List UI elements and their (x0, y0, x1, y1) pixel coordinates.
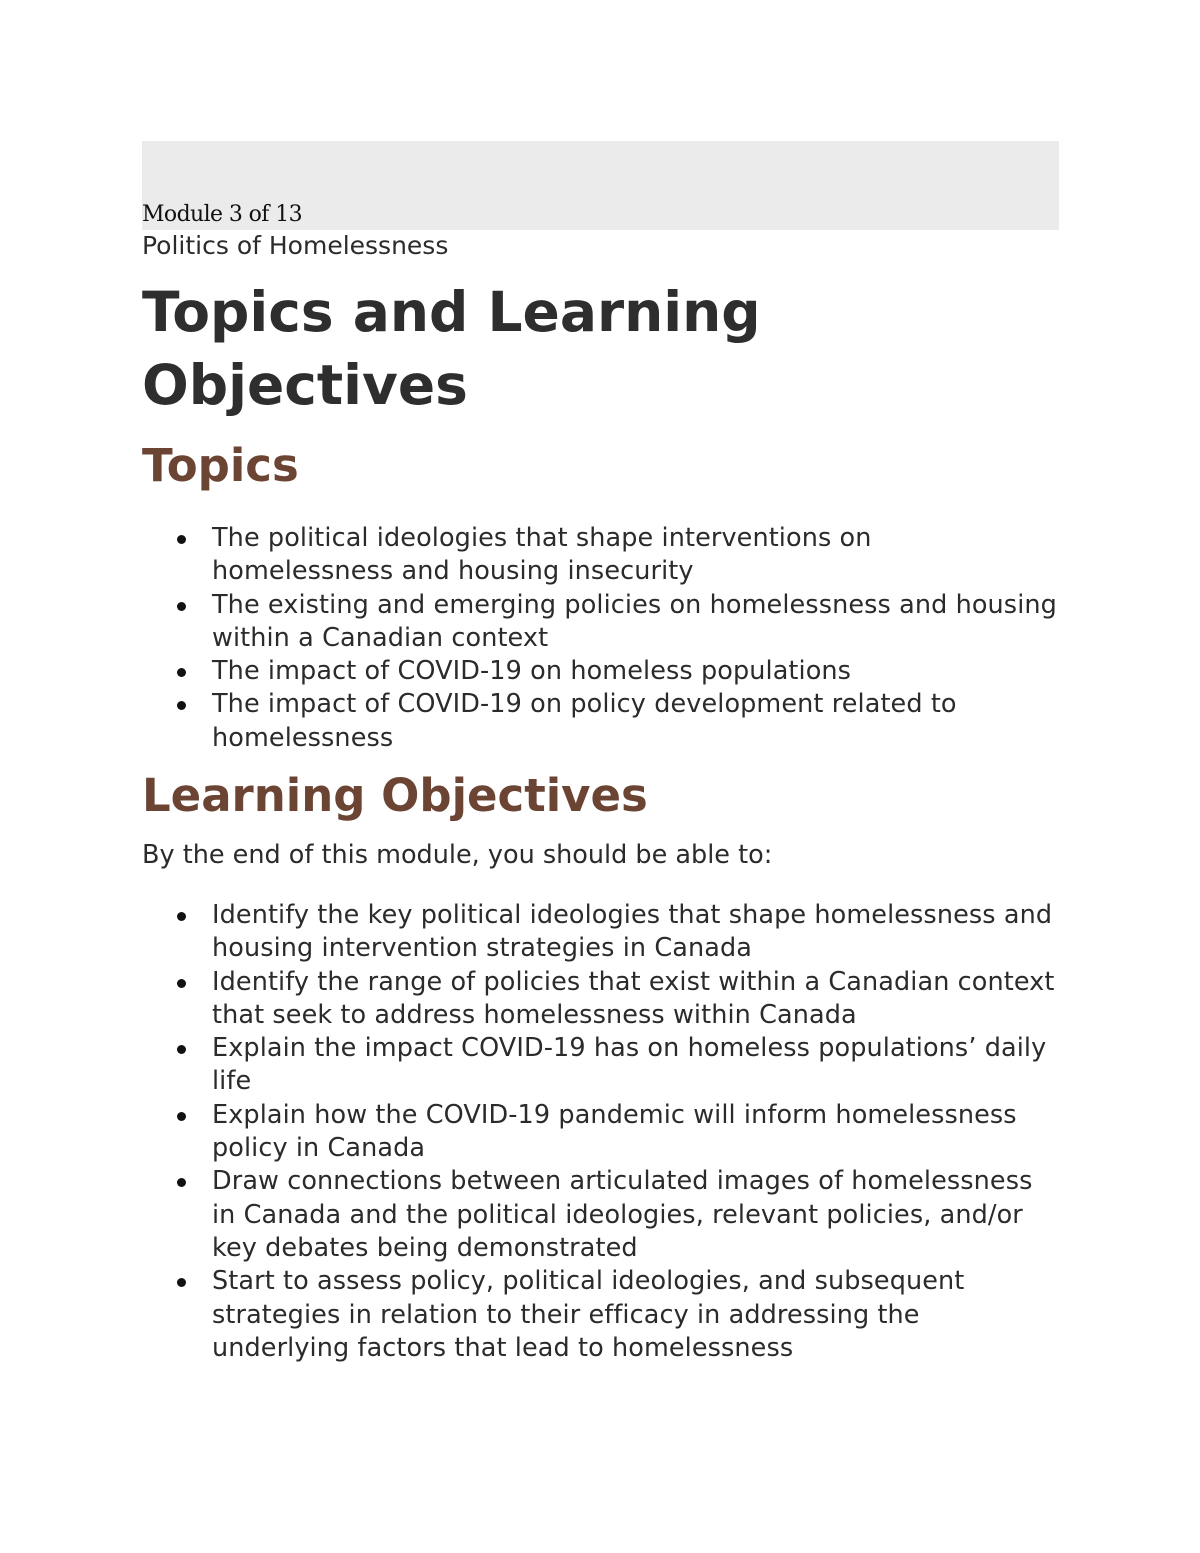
objective-text: Identify the key political ideologies that shape homelessness and housing intervention strategies in Canada (212, 900, 1053, 964)
objective-text: Identify the range of policies that exist within a Canadian context that seek to address homelessness within Canada (212, 966, 1055, 1030)
list-item (142, 899, 1059, 966)
list-item (142, 688, 1059, 755)
topics-heading: Topics (142, 439, 299, 492)
objective-text: Start to assess policy, political ideologies, and subsequent strategies in relation to their efficacy in addressing the underlying factors that lead to homelessness (212, 1266, 965, 1363)
list-item (142, 1265, 1059, 1365)
list-item (142, 522, 1059, 589)
list-item (142, 589, 1059, 656)
learning-objectives-list (142, 899, 1059, 1365)
topic-text: The political ideologies that shape interventions on homelessness and housing insecurity (212, 523, 872, 587)
list-item (142, 966, 1059, 1033)
bullet-icon (177, 1045, 186, 1054)
bullet-icon (177, 979, 186, 988)
bullet-icon (177, 701, 186, 710)
list-item (142, 1099, 1059, 1166)
bullet-icon (177, 535, 186, 544)
topic-text: The existing and emerging policies on homelessness and housing within a Canadian context (212, 589, 1057, 653)
module-counter: Module 3 of 13 (142, 202, 303, 227)
objective-text: Explain how the COVID-19 pandemic will inform homelessness policy in Canada (212, 1099, 1017, 1164)
objectives-intro: By the end of this module, you should be able to: (142, 840, 773, 870)
list-item (142, 1032, 1059, 1099)
bullet-icon (177, 1178, 186, 1187)
bullet-icon (177, 912, 186, 921)
topic-text: The impact of COVID-19 on policy development related to homelessness (212, 689, 957, 753)
bullet-icon (177, 602, 186, 611)
topics-list (142, 522, 1059, 755)
bullet-icon (177, 1278, 186, 1287)
bullet-icon (177, 668, 186, 677)
list-item (142, 655, 1059, 688)
list-item (142, 1165, 1059, 1265)
objective-text: Draw connections between articulated images of homelessness in Canada and the political ideologies, relevant policies, and/or key debates being demonstrated (212, 1166, 1033, 1263)
page-title: Topics and Learning Objectives (142, 280, 761, 417)
objective-text: Explain the impact COVID-19 has on homeless populations’ daily life (212, 1033, 1047, 1097)
topic-text: The impact of COVID-19 on homeless populations (212, 656, 852, 687)
learning-objectives-heading: Learning Objectives (142, 769, 648, 822)
course-title: Politics of Homelessness (142, 231, 449, 260)
bullet-icon (177, 1112, 186, 1121)
